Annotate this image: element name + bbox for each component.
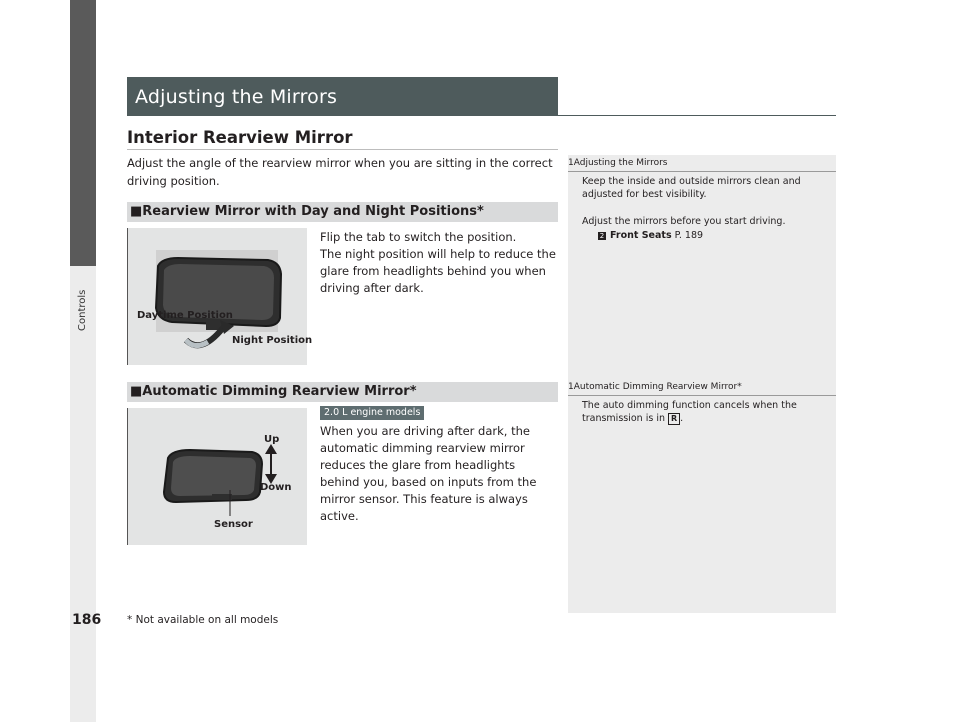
subsection-auto-dim-heading: ■Automatic Dimming Rearview Mirror* bbox=[130, 384, 417, 399]
front-seats-link[interactable]: Front Seats bbox=[610, 230, 672, 241]
note-adjusting-line-2: Adjust the mirrors before you start driving. bbox=[582, 216, 786, 227]
page-title-bar bbox=[127, 77, 558, 116]
note-auto-dim-text-before: The auto dimming function cancels when the transmission is in bbox=[582, 400, 797, 424]
subsection-day-night-bar bbox=[127, 202, 558, 222]
section-heading: Interior Rearview Mirror bbox=[127, 128, 353, 147]
up-label: Up bbox=[264, 434, 280, 445]
auto-dim-text: When you are driving after dark, the automatic dimming rearview mirror reduces the glare from headlights behind you, based on inputs from the mirror sensor. This feature is always active. bbox=[320, 424, 537, 523]
note-panel-auto-dim bbox=[568, 379, 836, 613]
reference-arrow-icon: 2 bbox=[599, 231, 605, 240]
intro-paragraph: Adjust the angle of the rearview mirror when you are sitting in the correct driving position. bbox=[127, 156, 553, 188]
subsection-auto-dim-bar bbox=[127, 382, 558, 402]
section-divider bbox=[127, 149, 558, 150]
engine-model-badge: 2.0 L engine models bbox=[320, 406, 424, 420]
front-seats-page: P. 189 bbox=[671, 230, 704, 241]
gear-r-indicator: R bbox=[668, 413, 680, 425]
page-number: 186 bbox=[72, 612, 102, 628]
note-title-auto-dim: 1Automatic Dimming Rearview Mirror* bbox=[568, 382, 836, 396]
section-tab-label: Controls bbox=[77, 289, 88, 331]
day-night-text-2: The night position will help to reduce the glare from headlights behind you when driving after dark. bbox=[320, 247, 556, 295]
subsection-day-night-heading: ■Rearview Mirror with Day and Night Positions* bbox=[130, 204, 484, 219]
day-night-mirror-figure bbox=[127, 228, 313, 365]
note-auto-dim-text-after: . bbox=[680, 413, 684, 424]
down-label: Down bbox=[260, 482, 292, 493]
auto-dim-mirror-figure bbox=[127, 408, 307, 545]
daytime-position-label: Daytime Position bbox=[137, 310, 233, 321]
note-panel-adjusting bbox=[568, 155, 836, 379]
sensor-label: Sensor bbox=[214, 519, 253, 530]
side-tab-highlight bbox=[70, 0, 96, 266]
day-night-instructions bbox=[320, 229, 558, 297]
footnote: * Not available on all models bbox=[127, 614, 279, 626]
title-divider bbox=[127, 115, 836, 116]
note-adjusting-reference bbox=[598, 229, 848, 242]
night-position-label: Night Position bbox=[232, 335, 313, 346]
note-adjusting-line-1: Keep the inside and outside mirrors clean and adjusted for best visibility. bbox=[582, 176, 801, 200]
note-auto-dim-text bbox=[582, 399, 832, 425]
page-title: Adjusting the Mirrors bbox=[135, 86, 338, 108]
note-title-adjusting: 1Adjusting the Mirrors bbox=[568, 158, 836, 172]
day-night-text-1: Flip the tab to switch the position. bbox=[320, 230, 517, 244]
